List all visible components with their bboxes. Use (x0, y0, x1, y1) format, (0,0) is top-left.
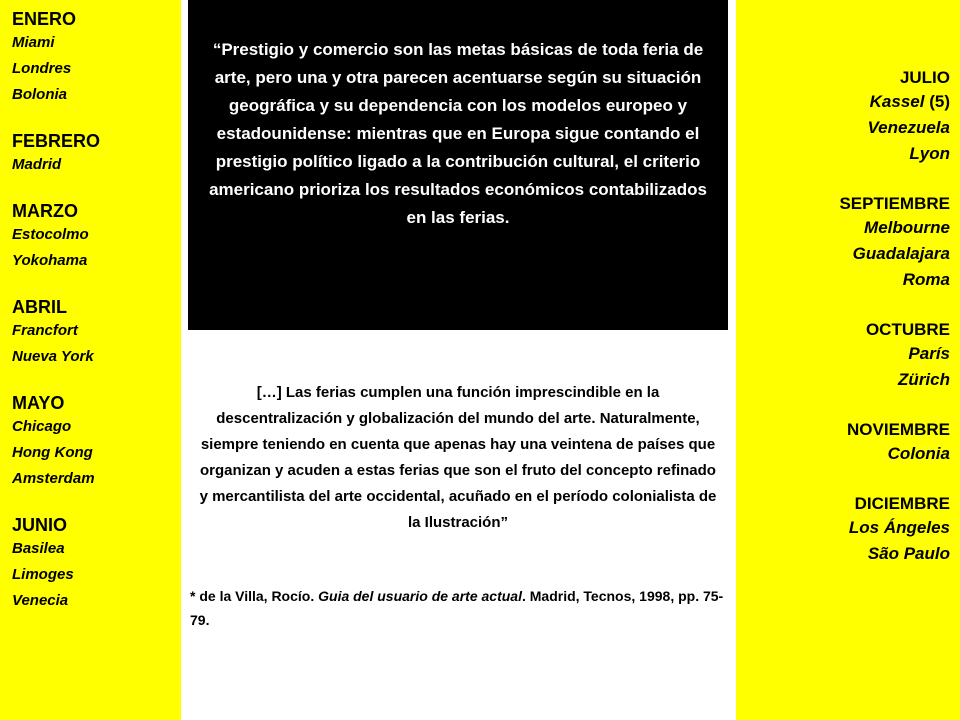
left-months-column (0, 0, 181, 720)
right-months-column (736, 0, 960, 720)
city-label: Guadalajara (852, 244, 950, 263)
month-group-marzo (12, 200, 181, 274)
city-label: Francfort (12, 322, 78, 339)
body-paragraph: […] Las ferias cumplen una función imprescindible en la descentralización y globalización del mundo del arte. Naturalmente, siempre teniendo en cuenta que apenas hay una veintena de países que organizan y acuden a estas ferias que son el fruto del concepto refinado y mercantilista del arte occidental, acuñado en el período colonialista de la Ilustración” (199, 384, 717, 531)
city-label: Bolonia (12, 86, 67, 103)
month-label: JUNIO (12, 515, 68, 535)
month-group-junio (12, 514, 181, 614)
city-label: Venecia (12, 592, 69, 609)
city-name: Kassel (869, 92, 925, 111)
city-label: Londres (12, 60, 72, 77)
city-label: Nueva York (12, 348, 94, 365)
quote-box (188, 0, 728, 330)
city-label: Roma (902, 270, 950, 289)
month-group-diciembre (736, 493, 950, 567)
city-label: Venezuela (867, 118, 950, 137)
quote-text: “Prestigio y comercio son las metas básicas de toda feria de arte, pero una y otra parecen acentuarse según su situación geográfica y su dependencia con los modelos europeo y estadounidense: mientras que en Europa sigue contando el prestigio político ligado a la contribución cultural, el criterio americano prioriza los resultados económicos contabilizados en las ferias. (209, 40, 707, 227)
footnote-marker: (5) (929, 92, 950, 111)
city-label: São Paulo (867, 544, 950, 563)
month-label: NOVIEMBRE (847, 420, 950, 439)
month-group-septiembre (736, 193, 950, 293)
city-label: Estocolmo (12, 226, 89, 243)
citation-author: * de la Villa, Rocío. (190, 588, 319, 604)
month-label: MARZO (12, 201, 78, 221)
month-group-enero (12, 8, 181, 108)
month-label: MAYO (12, 393, 65, 413)
month-group-octubre (736, 319, 950, 393)
month-label: OCTUBRE (865, 320, 950, 339)
month-group-noviembre (736, 419, 950, 467)
month-group-abril (12, 296, 181, 370)
month-label: SEPTIEMBRE (839, 194, 950, 213)
city-label: Basilea (12, 540, 65, 557)
city-label: Madrid (12, 156, 62, 173)
month-label: ABRIL (12, 297, 67, 317)
city-label: Amsterdam (12, 470, 95, 487)
city-label: Melbourne (864, 218, 950, 237)
city-label: Colonia (887, 444, 950, 463)
citation-book-title: Guia del usuario de arte actual (318, 588, 522, 604)
month-label: FEBRERO (12, 131, 101, 151)
city-label: Miami (12, 34, 55, 51)
city-label-kassel (736, 89, 950, 115)
city-label: París (908, 344, 950, 363)
city-label: Los Ángeles (848, 518, 950, 537)
month-group-mayo (12, 392, 181, 492)
citation-details: . Madrid, Tecnos, 1998, pp. 75- 79. (190, 588, 724, 628)
month-label: JULIO (899, 68, 950, 87)
city-label: Limoges (12, 566, 74, 583)
city-label: Chicago (12, 418, 72, 435)
month-group-julio (736, 67, 950, 167)
citation (188, 584, 728, 632)
city-label: Hong Kong (12, 444, 93, 461)
month-group-febrero (12, 130, 181, 178)
city-label: Lyon (909, 144, 950, 163)
month-label: DICIEMBRE (854, 494, 950, 513)
city-label: Yokohama (12, 252, 88, 269)
city-label: Zürich (898, 370, 950, 389)
month-label: ENERO (12, 9, 77, 29)
